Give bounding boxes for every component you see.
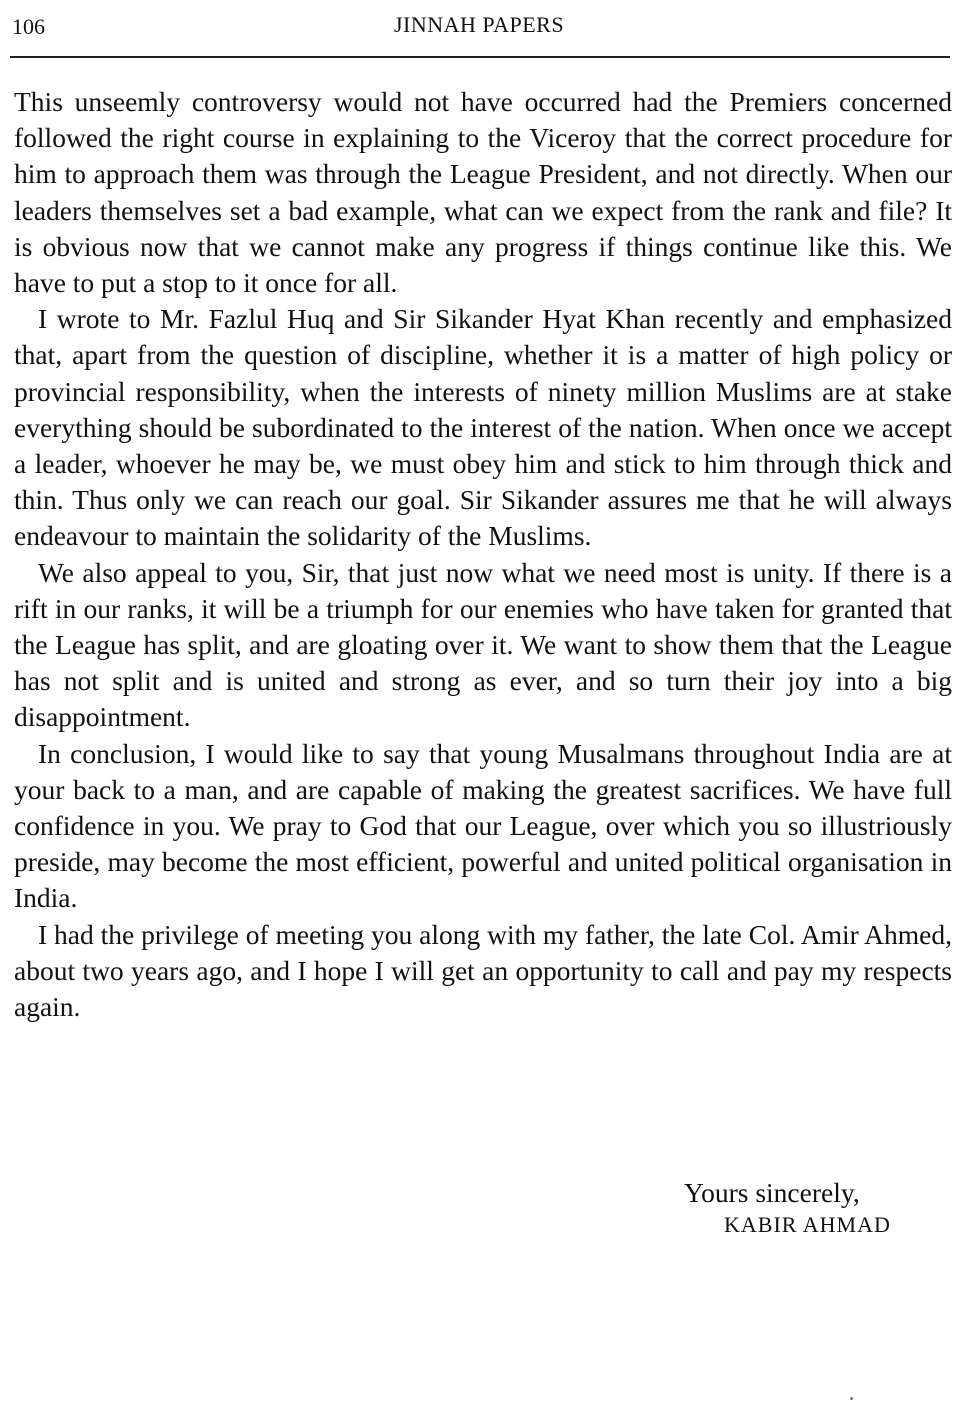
paragraph: This unseemly controversy would not have occurred had the Premiers concerned followed the right course in explaining to the Viceroy that the correct procedure for him to approach them was through the League President, and not directly. When our leaders themselves set a bad example, what can we expect from the rank and file? It is obvious now that we cannot make any progress if things continue like this. We have to put a stop to it once for all. [14,86,952,299]
paragraph: I had the privilege of meeting you along with my father, the late Col. Amir Ahmed, about two years ago, and I hope I will get an opportunity to call and pay my respects again. [14,918,952,1023]
print-speck [850,1397,853,1400]
closing-salutation: Yours sincerely, [684,1177,860,1208]
page-header [12,10,946,46]
signature-name: KABIR AHMAD [724,1212,891,1237]
page-number: 106 [12,14,45,39]
paragraph: In conclusion, I would like to say that young Musalmans throughout India are at your back to a man, and are capable of making the greatest sacrifices. We have full confidence in you. We pray to God that our League, over which you so illustriously preside, may become the most efficient, powerful and united political organisation in India. [14,737,952,914]
paragraph: We also appeal to you, Sir, that just now what we need most is unity. If there is a rift in our ranks, it will be a triumph for our enemies who have taken for granted that the League has split, and are gloating over it. We want to show them that the League has not split and is united and strong as ever, and so turn their joy into a big disappointment. [14,556,952,733]
header-rule [10,56,950,58]
paragraph: I wrote to Mr. Fazlul Huq and Sir Sikander Hyat Khan recently and emphasized that, apart from the question of discipline, whether it is a matter of high policy or provincial responsibility, when the interests of ninety million Muslims are at stake everything should be subordinated to the interest of the nation. When once we accept a leader, whoever he may be, we must obey him and stick to him through thick and thin. Thus only we can reach our goal. Sir Sikander assures me that he will always endeavour to maintain the solidarity of the Muslims. [14,303,952,552]
letter-body [14,84,952,1025]
running-head: JINNAH PAPERS [393,12,565,37]
